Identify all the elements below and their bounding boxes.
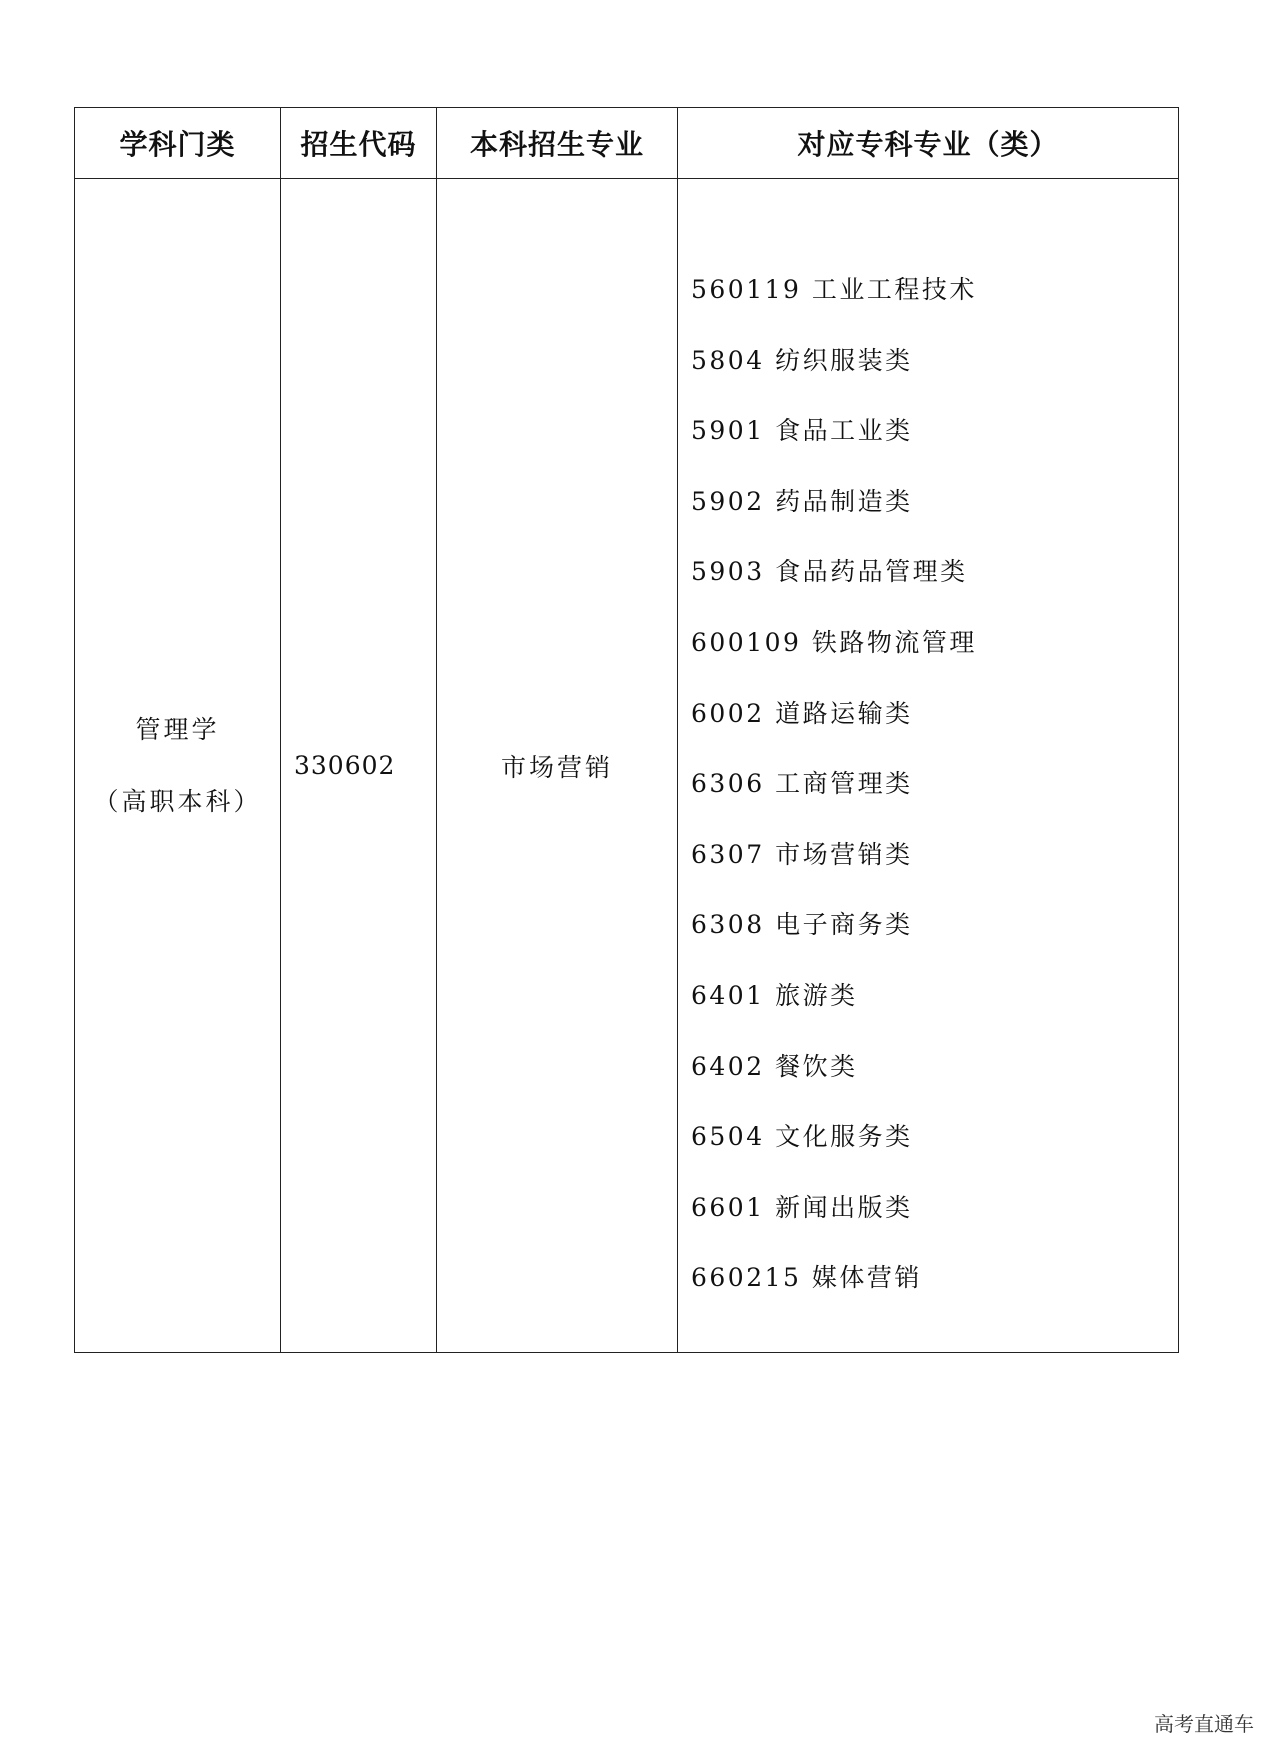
list-item: 560119 工业工程技术: [691, 275, 977, 304]
undergraduate-major: 市场营销: [437, 179, 678, 1353]
watermark: 高考直通车: [1154, 1712, 1254, 1736]
list-item: 6308 电子商务类: [691, 910, 913, 940]
list-item: 6601 新闻出版类: [691, 1192, 913, 1222]
list-item: 660215 媒体营销: [691, 1263, 922, 1293]
header-undergraduate-major: 本科招生专业: [437, 108, 678, 179]
list-item: 5804 纺织服装类: [691, 345, 913, 375]
table-header-row: [75, 108, 1179, 179]
list-item: 6504 文化服务类: [691, 1122, 913, 1152]
list-item: 6306 工商管理类: [691, 769, 913, 799]
category-cell: [75, 179, 281, 1353]
list-item: 5902 药品制造类: [691, 486, 913, 516]
list-item: 6401 旅游类: [691, 980, 858, 1010]
header-related-vocational-majors: 对应专科专业（类）: [678, 108, 1179, 179]
list-item: 6307 市场营销类: [691, 839, 913, 869]
admission-table: [74, 107, 1179, 1353]
header-admission-code: 招生代码: [281, 108, 437, 179]
related-majors-cell: [678, 179, 1179, 1353]
header-discipline-category: 学科门类: [75, 108, 281, 179]
table-row: [75, 179, 1179, 1353]
list-item: 6002 道路运输类: [691, 698, 913, 728]
admission-code: 330602: [281, 179, 437, 1353]
category-name: 管理学: [135, 714, 220, 744]
list-item: 5903 食品药品管理类: [691, 557, 968, 587]
list-item: 5901 食品工业类: [691, 416, 913, 446]
list-item: 600109 铁路物流管理: [691, 627, 977, 657]
category-level: （高职本科）: [93, 786, 262, 816]
related-majors-list: [691, 179, 1178, 1314]
list-item: 6402 餐饮类: [691, 1051, 858, 1081]
